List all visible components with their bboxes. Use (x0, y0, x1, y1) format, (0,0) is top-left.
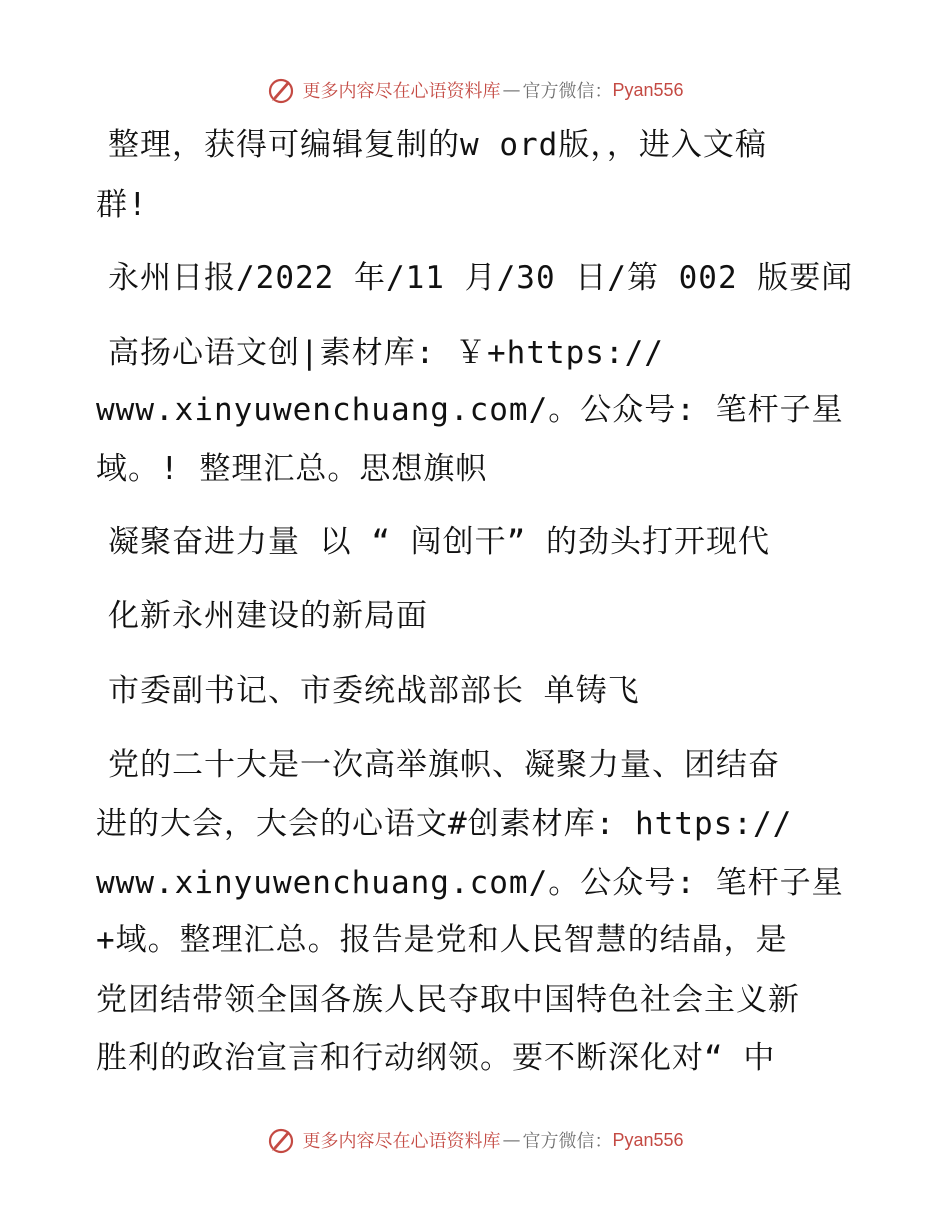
body-line: 市委副书记、市委统战部部长 单铸飞 (108, 673, 640, 709)
banner-wechat-id: Pyan556 (612, 79, 684, 100)
body-line: www.xinyuwenchuang.com/。公众号: 笔杆子星 (96, 865, 844, 901)
body-line: 凝聚奋进力量 以 “ 闯创干” 的劲头打开现代 (108, 524, 770, 560)
body-line: 域。! 整理汇总。思想旗帜 (96, 451, 488, 487)
header-watermark-banner (0, 70, 950, 110)
body-line: 整理，获得可编辑复制的w ord版，，进入文稿 (108, 127, 767, 163)
body-line: 化新永州建设的新局面 (108, 598, 428, 634)
body-line: www.xinyuwenchuang.com/。公众号: 笔杆子星 (96, 392, 844, 428)
body-line: 胜利的政治宣言和行动纲领。要不断深化对“ 中 (96, 1040, 776, 1076)
body-line: 高扬心语文创|素材库: ￥+https:// (108, 335, 664, 371)
body-line: +域。整理汇总。报告是党和人民智慧的结晶，是 (96, 922, 788, 958)
banner-main-text: 更多内容尽在心语资料库 (302, 81, 501, 102)
body-line: 群! (96, 187, 148, 223)
banner-wechat-id: Pyan556 (612, 1129, 684, 1150)
banner-main-text: 更多内容尽在心语资料库 (302, 1131, 501, 1152)
body-line: 永州日报/2022 年/11 月/30 日/第 002 版要闻 (108, 260, 854, 296)
banner-official-label: 官方微信： (522, 81, 613, 102)
body-line: 党的二十大是一次高举旗帜、凝聚力量、团结奋 (108, 747, 780, 783)
footer-watermark-banner (0, 1120, 950, 1160)
banner-separator: — (502, 79, 521, 101)
banner-separator: — (502, 1129, 521, 1151)
quill-pen-logo-icon (266, 1125, 296, 1155)
body-line: 党团结带领全国各族人民夺取中国特色社会主义新 (96, 982, 800, 1018)
quill-pen-logo-icon (266, 75, 296, 105)
banner-official-label: 官方微信： (522, 1131, 613, 1152)
body-line: 进的大会，大会的心语文#创素材库: https:// (96, 806, 793, 842)
